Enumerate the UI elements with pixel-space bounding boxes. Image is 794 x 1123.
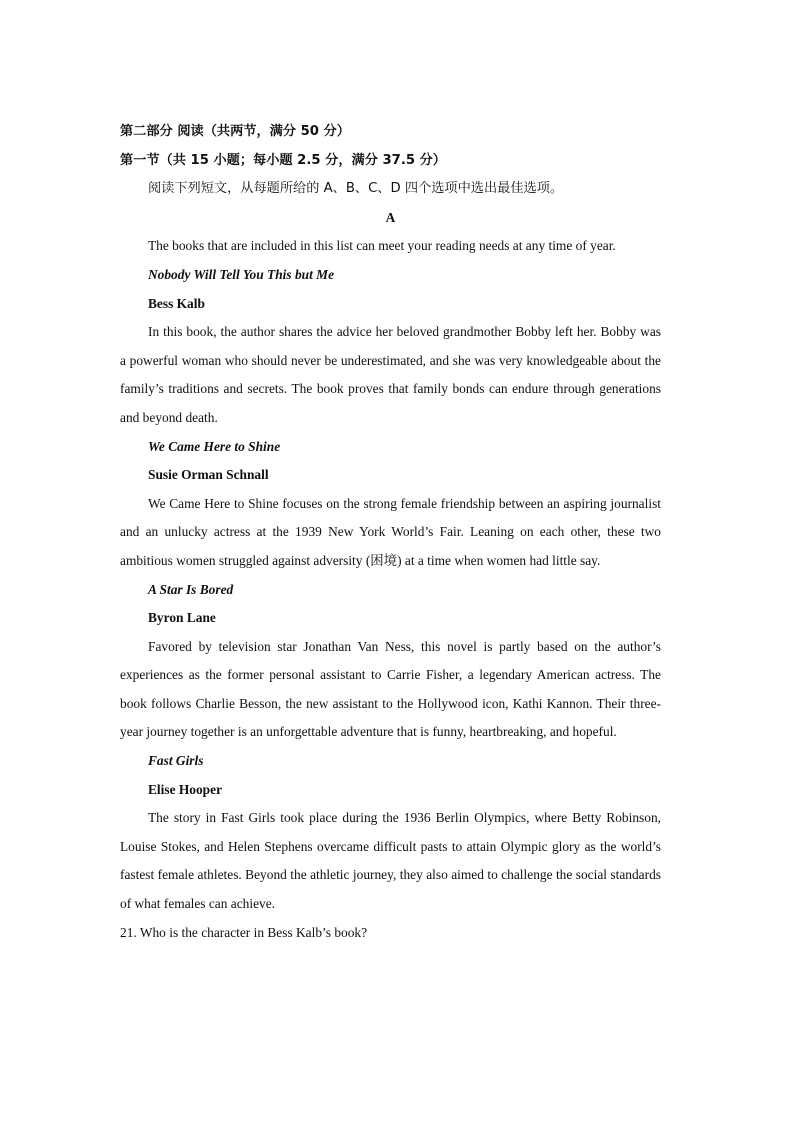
book-entry xyxy=(120,261,661,433)
book-author: Bess Kalb xyxy=(148,295,205,311)
part-title: 第二部分 阅读（共两节，满分 50 分） xyxy=(120,124,350,139)
passage-label: A xyxy=(385,209,396,225)
book-author: Elise Hooper xyxy=(148,781,223,797)
book-title: Nobody Will Tell You This but Me xyxy=(148,266,335,282)
book-description: In this book, the author shares the advice her beloved grandmother Bobby left her. Bobby was a powerful woman who should never be underestimated, and she was very knowledgeable about the family’s traditions and secrets. The book proves that family bonds can endure through generations and beyond death. xyxy=(120,324,661,425)
book-entry xyxy=(120,576,661,748)
exam-page xyxy=(120,118,661,947)
book-title: We Came Here to Shine xyxy=(148,438,281,454)
book-author: Byron Lane xyxy=(148,610,216,626)
book-description: The story in Fast Girls took place during the 1936 Berlin Olympics, where Betty Robinson, Louise Stokes, and Helen Stephens overcame difficult pasts to attain Olympic glory as the world’s fastest female athletes. Beyond the athletic journey, they also aimed to challenge the social standards of what females can achieve. xyxy=(120,810,661,912)
book-entry xyxy=(120,747,661,919)
book-description: Favored by television star Jonathan Van Ness, this novel is partly based on the author’s experiences as the former personal assistant to Carrie Fisher, a legendary American actress. The book follows Charlie Besson, the new assistant to the Hollywood icon, Kathi Kannon. Their three-year journey together is an unforgettable adventure that is funny, heartbreaking, and hopeful. xyxy=(120,638,661,740)
passage-intro: The books that are included in this list can meet your reading needs at any time of year. xyxy=(148,238,616,254)
book-description: We Came Here to Shine focuses on the strong female friendship between an aspiring journalist and an unlucky actress at the 1939 New York World’s Fair. Leaning on each other, these two ambitious women struggled against adversity (困境) at a time when women had little say. xyxy=(120,495,661,568)
question-21: 21. Who is the character in Bess Kalb’s book? xyxy=(120,924,368,940)
instruction: 阅读下列短文，从每题所给的 A、B、C、D 四个选项中选出最佳选项。 xyxy=(148,181,564,197)
book-entry xyxy=(120,433,661,576)
book-title: Fast Girls xyxy=(148,753,204,769)
book-title: A Star Is Bored xyxy=(148,581,234,597)
book-author: Susie Orman Schnall xyxy=(148,467,269,483)
section-title: 第一节（共 15 小题；每小题 2.5 分，满分 37.5 分） xyxy=(120,152,446,168)
